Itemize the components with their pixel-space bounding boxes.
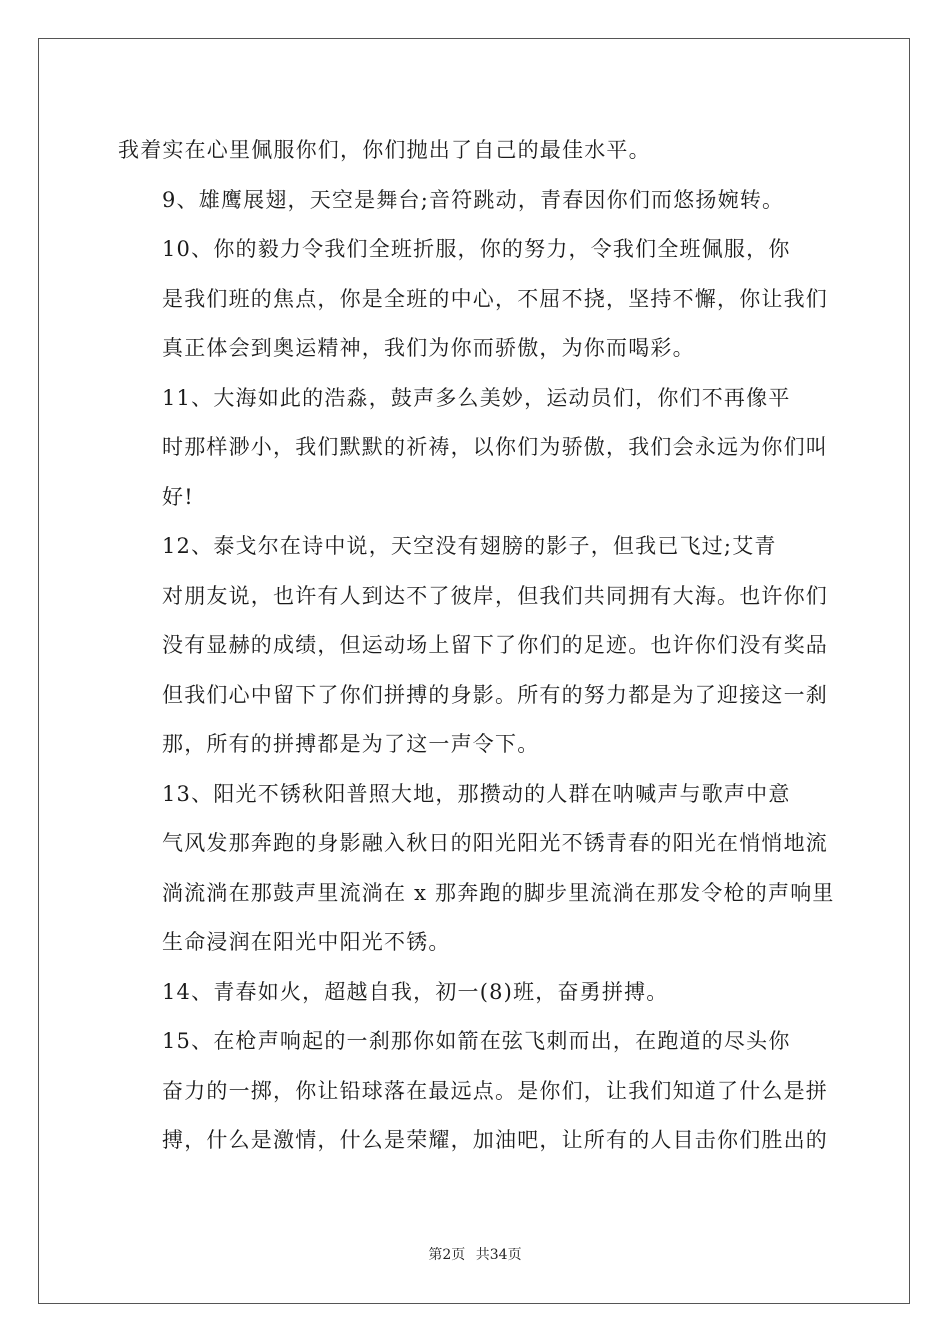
page-total: 共34页 bbox=[475, 1247, 522, 1263]
paragraph bbox=[118, 374, 836, 523]
paragraph bbox=[118, 176, 836, 226]
text-line: 9、雄鹰展翅，天空是舞台;音符跳动，青春因你们而悠扬婉转。 bbox=[162, 187, 785, 212]
text-line: 是我们班的焦点，你是全班的中心，不屈不挠，坚持不懈，你让我们 bbox=[162, 286, 828, 311]
text-line: 奋力的一掷，你让铅球落在最远点。是你们，让我们知道了什么是拼 bbox=[162, 1078, 828, 1103]
paragraph bbox=[118, 968, 836, 1018]
text-line: 时那样渺小，我们默默的祈祷，以你们为骄傲，我们会永远为你们叫 bbox=[162, 435, 828, 459]
text-line: 13、阳光不锈秋阳普照大地，那攒动的人群在呐喊声与歌声中意 bbox=[162, 781, 791, 806]
text-line: 好! bbox=[162, 484, 194, 509]
text-line: 11、大海如此的浩淼，鼓声多么美妙，运动员们，你们不再像平 bbox=[162, 385, 791, 410]
paragraph bbox=[118, 126, 836, 176]
paragraph bbox=[118, 770, 836, 968]
text-line: 对朋友说，也许有人到达不了彼岸，但我们共同拥有大海。也许你们 bbox=[162, 583, 828, 608]
text-line: 没有显赫的成绩，但运动场上留下了你们的足迹。也许你们没有奖品 bbox=[162, 633, 828, 657]
text-line: 搏，什么是激情，什么是荣耀，加油吧，让所有的人目击你们胜出的 bbox=[162, 1128, 828, 1152]
text-line: 气风发那奔跑的身影融入秋日的阳光阳光不锈青春的阳光在悄悄地流 bbox=[162, 831, 828, 855]
text-line: 生命浸润在阳光中阳光不锈。 bbox=[162, 930, 451, 954]
text-line: 真正体会到奥运精神，我们为你而骄傲，为你而喝彩。 bbox=[162, 336, 695, 360]
text-line: 12、泰戈尔在诗中说，天空没有翅膀的影子，但我已飞过;艾青 bbox=[162, 534, 777, 558]
document-body bbox=[118, 128, 836, 1166]
text-line: 那，所有的拼搏都是为了这一声令下。 bbox=[162, 732, 540, 756]
paragraph bbox=[118, 522, 836, 770]
page-number: 第2页 bbox=[428, 1247, 466, 1263]
text-line: 淌流淌在那鼓声里流淌在 x 那奔跑的脚步里流淌在那发令枪的声响里 bbox=[162, 880, 835, 905]
text-line: 但我们心中留下了你们拼搏的身影。所有的努力都是为了迎接这一刹 bbox=[162, 682, 828, 707]
text-line: 14、青春如火，超越自我，初一(8)班，奋勇拼搏。 bbox=[162, 979, 669, 1004]
paragraph bbox=[118, 225, 836, 374]
page-footer bbox=[0, 1244, 950, 1264]
paragraph bbox=[118, 1017, 836, 1166]
text-line: 10、你的毅力令我们全班折服，你的努力，令我们全班佩服，你 bbox=[162, 237, 791, 261]
text-line: 15、在枪声响起的一刹那你如箭在弦飞刺而出，在跑道的尽头你 bbox=[162, 1029, 791, 1053]
text-line: 我着实在心里佩服你们，你们抛出了自己的最佳水平。 bbox=[118, 138, 651, 162]
